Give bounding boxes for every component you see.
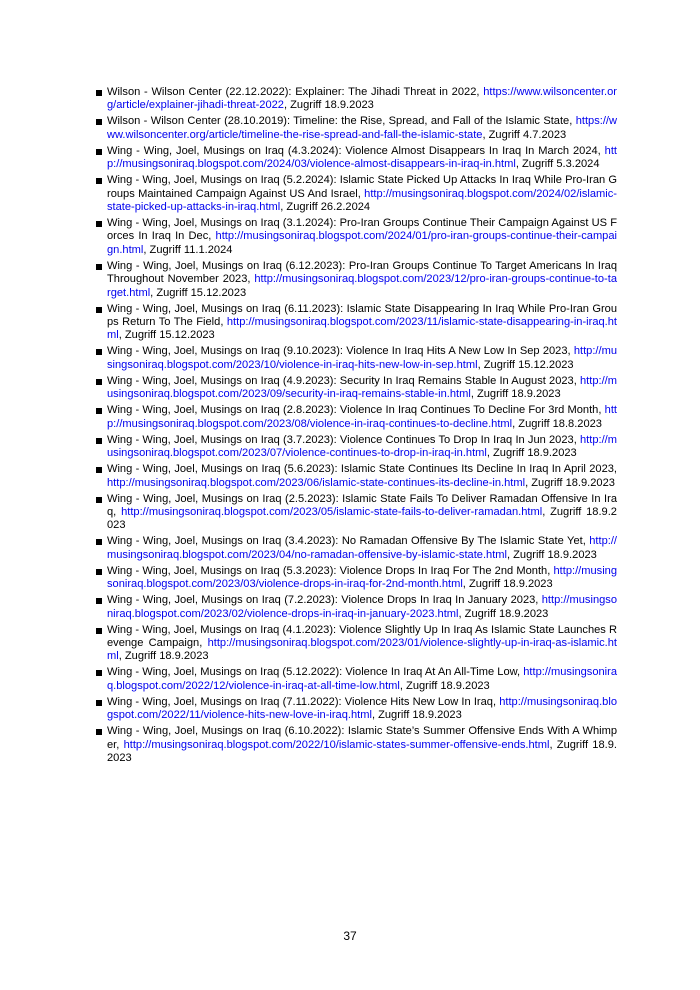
square-bullet-icon	[96, 264, 102, 270]
access-date: , Zugriff 18.9.2023	[399, 679, 490, 692]
reference-link[interactable]: http://musingsoniraq.blogspot.com/2023/05/islamic-state-fails-to-deliver-ramadan.html	[121, 505, 543, 518]
reference-text: Wing - Wing, Joel, Musings on Iraq (9.10.2023): Violence In Iraq Hits A New Low In Sep 2023,	[107, 345, 574, 358]
reference-link[interactable]: http://musingsoniraq.blogspot.com/2023/07/violence-continues-to-drop-in-iraq-in.html	[107, 433, 617, 460]
square-bullet-icon	[96, 438, 102, 444]
reference-text: Wing - Wing, Joel, Musings on Iraq (5.6.2023): Islamic State Continues Its Decline In Iraq In April 2023,	[107, 463, 617, 476]
reference-text: Wing - Wing, Joel, Musings on Iraq (3.1.2024): Pro-Iran Groups Continue Their Campaign Against US Forces In Iraq In Dec,	[107, 217, 617, 243]
reference-item	[96, 594, 617, 621]
reference-link[interactable]: http://musingsoniraq.blogspot.com/2023/01/violence-slightly-up-in-iraq-as-islamic.html	[107, 636, 617, 663]
reference-link[interactable]: http://musingsoniraq.blogspot.com/2024/02/islamic-state-picked-up-attacks-in-iraq.html	[107, 187, 617, 214]
square-bullet-icon	[96, 598, 102, 604]
access-date: , Zugriff 18.9.2023	[107, 505, 617, 532]
reference-item	[96, 725, 617, 765]
reference-link[interactable]: http://musingsoniraq.blogspot.com/2022/12/violence-in-iraq-at-all-time-low.html	[107, 666, 617, 692]
square-bullet-icon	[96, 90, 102, 96]
reference-item	[96, 174, 617, 214]
square-bullet-icon	[96, 539, 102, 545]
reference-item	[96, 434, 617, 461]
reference-text: Wing - Wing, Joel, Musings on Iraq (4.3.2024): Violence Almost Disappears In Iraq In March 2024,	[107, 144, 605, 157]
reference-link[interactable]: http://musingsoniraq.blogspot.com/2022/10/islamic-states-summer-offensive-ends.html	[123, 738, 550, 751]
reference-item	[96, 493, 617, 533]
access-date: , Zugriff 18.9.2023	[462, 578, 553, 591]
access-date: , Zugriff 18.9.2023	[470, 388, 561, 401]
square-bullet-icon	[96, 408, 102, 414]
reference-item	[96, 463, 617, 490]
reference-item	[96, 624, 617, 664]
square-bullet-icon	[96, 307, 102, 313]
reference-text: Wing - Wing, Joel, Musings on Iraq (6.10.2022): Islamic State’s Summer Offensive Ends With A Whimper,	[107, 725, 617, 751]
access-date: , Zugriff 18.9.2023	[371, 709, 462, 722]
reference-item	[96, 565, 617, 592]
reference-link[interactable]: http://musingsoniraq.blogspot.com/2024/01/pro-iran-groups-continue-their-campaign.html	[107, 230, 617, 256]
access-date: , Zugriff 15.12.2023	[118, 329, 215, 342]
access-date: , Zugriff 18.9.2023	[486, 447, 577, 460]
reference-link[interactable]: https://www.wilsoncenter.org/article/timeline-the-rise-spread-and-fall-the-islamic-state	[107, 115, 617, 141]
reference-link[interactable]: http://musingsoniraq.blogspot.com/2023/09/security-in-iraq-remains-stable-in.html	[107, 374, 617, 401]
access-date: , Zugriff 26.2.2024	[280, 201, 371, 214]
reference-text: Wing - Wing, Joel, Musings on Iraq (4.1.2023): Violence Slightly Up In Iraq As Islamic State Launches Revenge Campaign,	[107, 623, 617, 649]
square-bullet-icon	[96, 670, 102, 676]
page-number: 37	[343, 929, 357, 943]
reference-link[interactable]: http://musingsoniraq.blogspot.com/2023/03/violence-drops-in-iraq-for-2nd-month.html	[107, 564, 617, 591]
reference-text: Wing - Wing, Joel, Musings on Iraq (2.5.2023): Islamic State Fails To Deliver Ramadan Offensive In Iraq,	[107, 492, 617, 518]
reference-item	[96, 375, 617, 402]
access-date: , Zugriff 11.1.2024	[143, 243, 233, 256]
reference-item	[96, 86, 617, 113]
reference-link[interactable]: http://musingsoniraq.blogspot.com/2023/08/violence-in-iraq-continues-to-decline.html	[107, 404, 617, 430]
reference-text: Wing - Wing, Joel, Musings on Iraq (4.9.2023): Security In Iraq Remains Stable In August 2023,	[107, 374, 580, 387]
reference-item	[96, 535, 617, 562]
access-date: , Zugriff 15.12.2023	[150, 286, 247, 299]
reference-item	[96, 145, 617, 172]
access-date: , Zugriff 18.9.2023	[118, 650, 209, 663]
reference-link[interactable]: http://musingsoniraq.blogspot.com/2023/02/violence-drops-in-iraq-in-january-2023.html	[107, 594, 617, 620]
reference-link[interactable]: http://musingsoniraq.blogspot.com/2023/06/islamic-state-continues-its-decline-in.html	[107, 476, 526, 489]
square-bullet-icon	[96, 628, 102, 634]
square-bullet-icon	[96, 149, 102, 155]
access-date: , Zugriff 18.9.2023	[525, 476, 615, 489]
access-date: , Zugriff 15.12.2023	[477, 358, 574, 371]
reference-link[interactable]: https://www.wilsoncenter.org/article/explainer-jihadi-threat-2022	[107, 86, 617, 112]
reference-text: Wilson - Wilson Center (22.12.2022): Explainer: The Jihadi Threat in 2022,	[107, 86, 484, 98]
square-bullet-icon	[96, 379, 102, 385]
reference-item	[96, 345, 617, 372]
reference-text: Wing - Wing, Joel, Musings on Iraq (6.12.2023): Pro-Iran Groups Continue To Target Americans In Iraq Throughout November 2023,	[107, 259, 617, 286]
reference-link[interactable]: http://musingsoniraq.blogspot.com/2023/10/violence-in-iraq-hits-new-low-in-sep.html	[107, 345, 617, 371]
reference-text: Wing - Wing, Joel, Musings on Iraq (3.4.2023): No Ramadan Offensive By The Islamic State Yet,	[107, 535, 590, 548]
reference-text: Wing - Wing, Joel, Musings on Iraq (5.2.2024): Islamic State Picked Up Attacks In Iraq While Pro-Iran Groups Maintained Campaign Against US And Israel,	[107, 174, 617, 200]
square-bullet-icon	[96, 700, 102, 706]
reference-link[interactable]: http://musingsoniraq.blogspot.com/2024/03/violence-almost-disappears-in-iraq-in.html	[107, 144, 617, 171]
access-date: , Zugriff 5.3.2024	[515, 158, 600, 171]
reference-text: Wilson - Wilson Center (28.10.2019): Timeline: the Rise, Spread, and Fall of the Islamic State,	[107, 115, 576, 128]
square-bullet-icon	[96, 178, 102, 184]
access-date: , Zugriff 4.7.2023	[482, 128, 567, 141]
reference-text: Wing - Wing, Joel, Musings on Iraq (2.8.2023): Violence In Iraq Continues To Decline For 3rd Month,	[107, 404, 605, 417]
reference-item	[96, 696, 617, 723]
reference-item	[96, 303, 617, 343]
reference-text: Wing - Wing, Joel, Musings on Iraq (6.11.2023): Islamic State Disappearing In Iraq While Pro-Iran Groups Return To The Field,	[107, 302, 617, 329]
reference-text: Wing - Wing, Joel, Musings on Iraq (7.11.2022): Violence Hits New Low In Iraq,	[107, 695, 500, 708]
reference-text: Wing - Wing, Joel, Musings on Iraq (3.7.2023): Violence Continues To Drop In Iraq In Jun 2023,	[107, 433, 580, 446]
reference-link[interactable]: http://musingsoniraq.blogspot.com/2023/12/pro-iran-groups-continue-to-target.html	[107, 273, 617, 299]
square-bullet-icon	[96, 729, 102, 735]
square-bullet-icon	[96, 497, 102, 503]
reference-text: Wing - Wing, Joel, Musings on Iraq (7.2.2023): Violence Drops In Iraq In January 2023,	[107, 594, 542, 607]
access-date: , Zugriff 18.8.2023	[512, 417, 602, 430]
access-date: , Zugriff 18.9.2023	[458, 607, 549, 620]
reference-text: Wing - Wing, Joel, Musings on Iraq (5.3.2023): Violence Drops In Iraq For The 2nd Month,	[107, 564, 554, 577]
reference-item	[96, 217, 617, 257]
square-bullet-icon	[96, 349, 102, 355]
reference-link[interactable]: http://musingsoniraq.blogspot.com/2022/11/violence-hits-new-love-in-iraq.html	[107, 695, 617, 722]
access-date: , Zugriff 18.9.2023	[283, 99, 374, 112]
reference-item	[96, 260, 617, 300]
reference-item	[96, 666, 617, 693]
square-bullet-icon	[96, 119, 102, 125]
access-date: , Zugriff 18.9.2023	[107, 738, 617, 764]
reference-link[interactable]: http://musingsoniraq.blogspot.com/2023/11/islamic-state-disappearing-in-iraq.html	[107, 316, 617, 342]
square-bullet-icon	[96, 467, 102, 473]
reference-item	[96, 115, 617, 142]
reference-list	[96, 86, 617, 768]
square-bullet-icon	[96, 569, 102, 575]
access-date: , Zugriff 18.9.2023	[506, 548, 597, 561]
square-bullet-icon	[96, 221, 102, 227]
reference-text: Wing - Wing, Joel, Musings on Iraq (5.12.2022): Violence In Iraq At An All-Time Low,	[107, 666, 524, 679]
reference-link[interactable]: http://musingsoniraq.blogspot.com/2023/04/no-ramadan-offensive-by-islamic-state.html	[107, 535, 617, 561]
reference-item	[96, 404, 617, 431]
